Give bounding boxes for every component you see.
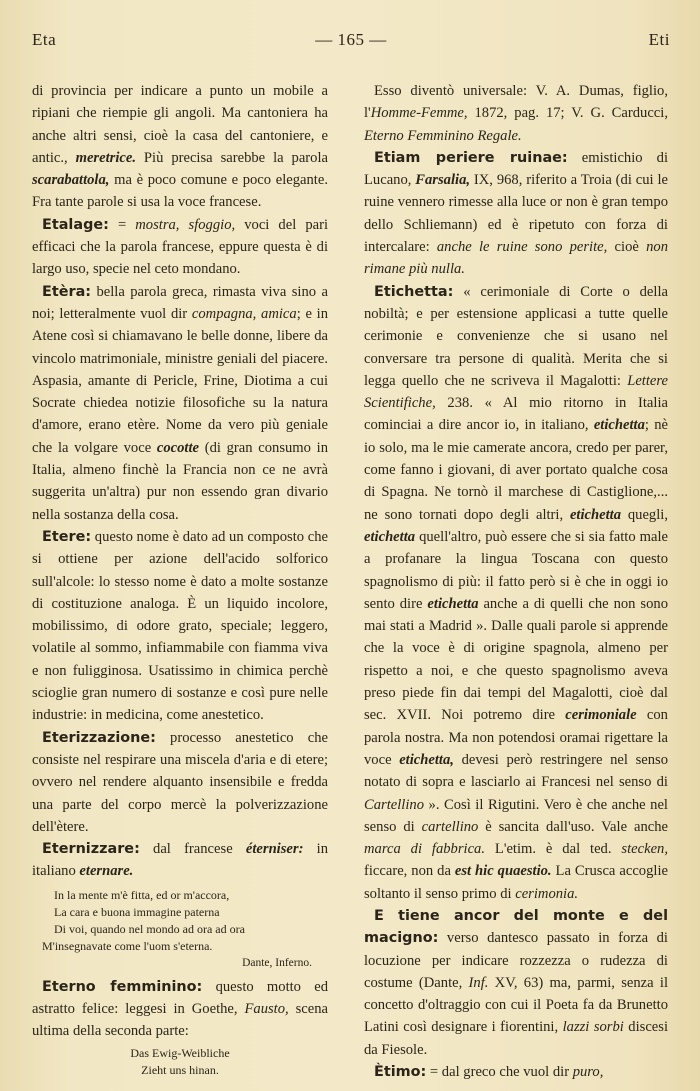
entry-etalage	[32, 214, 328, 281]
header-right-guideword: Eti	[648, 30, 670, 49]
text-run: Eterno Femminino Regale.	[364, 127, 522, 144]
verse-line: La cara e buona immagine paterna	[54, 904, 220, 919]
text-run: ficcare, non da	[364, 863, 455, 880]
right-column	[364, 80, 668, 1083]
entry-etimo	[364, 1061, 668, 1083]
text-run: cioè	[607, 239, 647, 256]
text-run: puro,	[572, 1064, 604, 1081]
entry-continuation	[364, 80, 668, 147]
text-run: (di gran consumo in Italia, almeno finchè la Francia non ce ne avrà suggerita un'altra) pur non essendo gran divario nella sostanza della cosa.	[32, 439, 328, 523]
text-run: Più precisa sarebbe la parola	[135, 149, 328, 166]
headword: Eternizzare:	[42, 841, 140, 858]
text-run: questo nome è dato ad un composto che si ottiene per azione dell'acido solforico sull'alcole: lo stesso nome è dato a molte sostanze di costituzione analoga. È un liquido incolore, mobilissimo, di odore grato, speciale; leggero, volatile al sommo, infiammabile con fiamma viva e non fuligginosa. Usatissimo in chimica perchè scioglie gran numero di sostanze e così pure nelle industrie: in medicina, come anestetico.	[32, 528, 328, 724]
text-run: La Crusca accoglie soltanto il senso primo di	[364, 863, 668, 902]
text-run: cerimoniale	[565, 707, 637, 724]
text-run: Lettere Scientifiche,	[364, 372, 668, 412]
verse-line: In la mente m'è fitta, ed or m'accora,	[54, 887, 230, 902]
text-run: verso dantesco passato in forza di locuzione per indicare rozzezza o rudezza di costume (Dante,	[364, 930, 668, 991]
text-run: bella parola greca, rimasta viva sino a noi; letteralmente vuol dir	[32, 283, 328, 322]
text-run: quegli,	[621, 506, 668, 523]
text-run: « cerimoniale di Corte o della nobiltà; e per estensione applicasi a tutte quelle cerimonie e convenienze che si usano nel conversare tra persone di qualità. Merita che si legga quello che ne scriveva il Magalotti:	[364, 283, 668, 389]
text-run: lazzi sorbi	[562, 1019, 624, 1036]
text-run: cocotte	[156, 439, 200, 456]
page-number: — 165 —	[315, 30, 387, 49]
text-run: etichetta	[427, 595, 479, 612]
verse-line: Zieht uns hinan.	[141, 1062, 219, 1077]
text-run: dal francese	[139, 841, 246, 858]
text-run: stecken,	[621, 841, 668, 858]
verse-attribution: Dante, Inferno.	[242, 956, 312, 969]
text-run: IX, 968, riferito a Troia (di cui le ruine vennero rimesse alla luce or non è gran tempo dello Schliemann) ed è ripetuto con forza di intercalare:	[364, 172, 668, 256]
verse-quotation	[42, 887, 328, 972]
text-run: etichetta	[364, 528, 416, 545]
running-header	[32, 30, 670, 58]
headword: Etalage:	[42, 216, 109, 233]
text-run: scena ultima della seconda parte:	[32, 1000, 328, 1040]
text-run: mostra, sfoggio,	[135, 216, 236, 233]
text-run: etichetta,	[399, 751, 454, 768]
text-run: eternare.	[79, 863, 134, 880]
text-run: in italiano	[32, 841, 328, 880]
text-run: processo anestetico che consiste nel respirare una miscela d'aria e di etere; ovvero nel rendere alquanto insensibile e fredda una parte del corpo mercè la polverizzazione dell'ètere.	[32, 729, 328, 835]
text-run: compagna, amica	[191, 305, 297, 322]
entry-continuation	[32, 80, 328, 214]
text-run: ; nè io solo, ma le mie camerate ancora, credo per parer, come fanno i giovani, di aver portato qualche cosa di Spagna. Ne tornò il marchese di Castiglione,... ne sono tornati dopo degli altri,	[364, 417, 668, 523]
text-run: è sancita dall'uso. Vale anche	[478, 818, 668, 835]
text-run: ma è poco comune e poco elegante. Fra tante parole si usa la voce francese.	[32, 172, 328, 211]
text-run: questo motto ed astratto felice: leggesi in Goethe,	[32, 978, 328, 1017]
text-run: discesi da Fiesole.	[364, 1019, 669, 1058]
text-run: anche a di quelli che non sono mai stati a Madrid ». Dalle quali parole si apprende che la voce è di origine spagnola, almeno per rispetto a noi, e che questo spagnolismo aveva preso piede fin dai tempi del Magalotti, cioè dal sec. XVII. Noi potremo dire	[364, 595, 669, 724]
text-run: Farsalia,	[415, 172, 471, 189]
entry-eternizzare	[32, 838, 328, 883]
text-run: voci del pari efficaci che la parola francese, eppure questa è di largo uso, specie nel ceto mondano.	[32, 216, 329, 278]
entry-eterno-femminino	[32, 976, 328, 1043]
headword: Etichetta:	[374, 283, 454, 300]
text-run: emistichio di Lucano,	[364, 149, 668, 189]
text-run: meretrice.	[75, 149, 136, 166]
text-run: scarabattola,	[32, 172, 110, 189]
text-run: XV, 63) ma, parmi, senza il concetto d'oltraggio con cui il Poeta fa da Brunetto Latini così designare i fiorentini,	[364, 974, 668, 1036]
headword: Etèra:	[42, 283, 92, 300]
text-run: cartellino	[421, 818, 479, 835]
text-run: ». Così il Rigutini. Vero è che anche nel senso di	[364, 796, 668, 835]
text-run: 1872, pag. 17; V. G. Carducci,	[467, 105, 668, 122]
verse-line: Di voi, quando nel mondo ad ora ad ora	[54, 921, 245, 936]
entry-etera	[32, 281, 328, 526]
verse-line: Das Ewig-Weibliche	[130, 1045, 230, 1060]
text-run: Inf.	[468, 974, 489, 991]
entry-eterizzazione	[32, 727, 328, 838]
text-run: anche le ruine sono perite,	[436, 239, 608, 256]
text-run: Esso diventò universale: V. A. Dumas, figlio, l'	[364, 83, 668, 122]
headword: Eterno femminino:	[42, 978, 203, 995]
text-run: Homme-Femme,	[370, 105, 468, 122]
text-run: con parola nostra. Ma non potendosi oramai rigettare la voce	[364, 707, 668, 768]
headword: Etiam periere ruinae:	[374, 149, 568, 166]
entry-etiam-periere	[364, 147, 668, 281]
text-run: quell'altro, può essere che si sia fatto male a profanare la lingua Toscana con questo spagnolismo di più: il fatto però si è che in oggi io sento dire	[364, 528, 668, 612]
headword: E tiene ancor del monte e del macigno:	[364, 907, 668, 947]
goethe-quotation	[32, 1045, 328, 1079]
entry-e-tiene-ancor	[364, 905, 668, 1061]
text-run: etichetta	[569, 506, 622, 523]
headword: Eterizzazione:	[42, 729, 156, 746]
text-run: = dal greco che vuol dir	[426, 1064, 573, 1081]
headword: Etere:	[42, 528, 92, 545]
left-column	[32, 80, 328, 1079]
headword: Ètimo:	[374, 1064, 427, 1081]
text-run: di provincia per indicare a punto un mobile a ripiani che riempie gli angoli. Ma cantoniera ha anche altri sensi, cioè la casa del cantoniere, e antic.,	[32, 83, 328, 166]
text-run: éterniser:	[245, 841, 304, 858]
text-run: devesi però restringere nel senso notato di sopra e lasciarlo ai Francesi nel senso di	[364, 751, 669, 791]
text-run: cerimonia.	[515, 885, 579, 902]
text-run: marca di fabbrica.	[364, 841, 485, 858]
text-run: est hic quaestio.	[454, 863, 552, 880]
text-run: 238. « Al mio ritorno in Italia cominciai a dire ancor io, in italiano,	[364, 395, 668, 434]
text-run: =	[108, 216, 136, 233]
text-run: non rimane più nulla.	[364, 239, 668, 278]
verse-line: M'insegnavate come l'uom s'eterna.	[42, 938, 213, 953]
header-left-guideword: Eta	[32, 30, 57, 49]
text-run: Cartellino	[364, 796, 424, 813]
text-run: ; e in Atene così si chiamavano le belle donne, libere da vincolo matrimoniale, ministre geniali del piacere. Aspasia, amante di Pericle, Frine, Diotima a cui Socrate chiedea notizie filosofiche su la natura d'amore, erano etère. Nome da vero più geniale che la volgare voce	[32, 305, 329, 456]
text-run: Fausto,	[244, 1000, 289, 1017]
text-run: etichetta	[593, 417, 645, 434]
entry-etere	[32, 526, 328, 727]
text-run: L'etim. è dal ted.	[485, 841, 622, 858]
entry-etichetta	[364, 281, 668, 905]
